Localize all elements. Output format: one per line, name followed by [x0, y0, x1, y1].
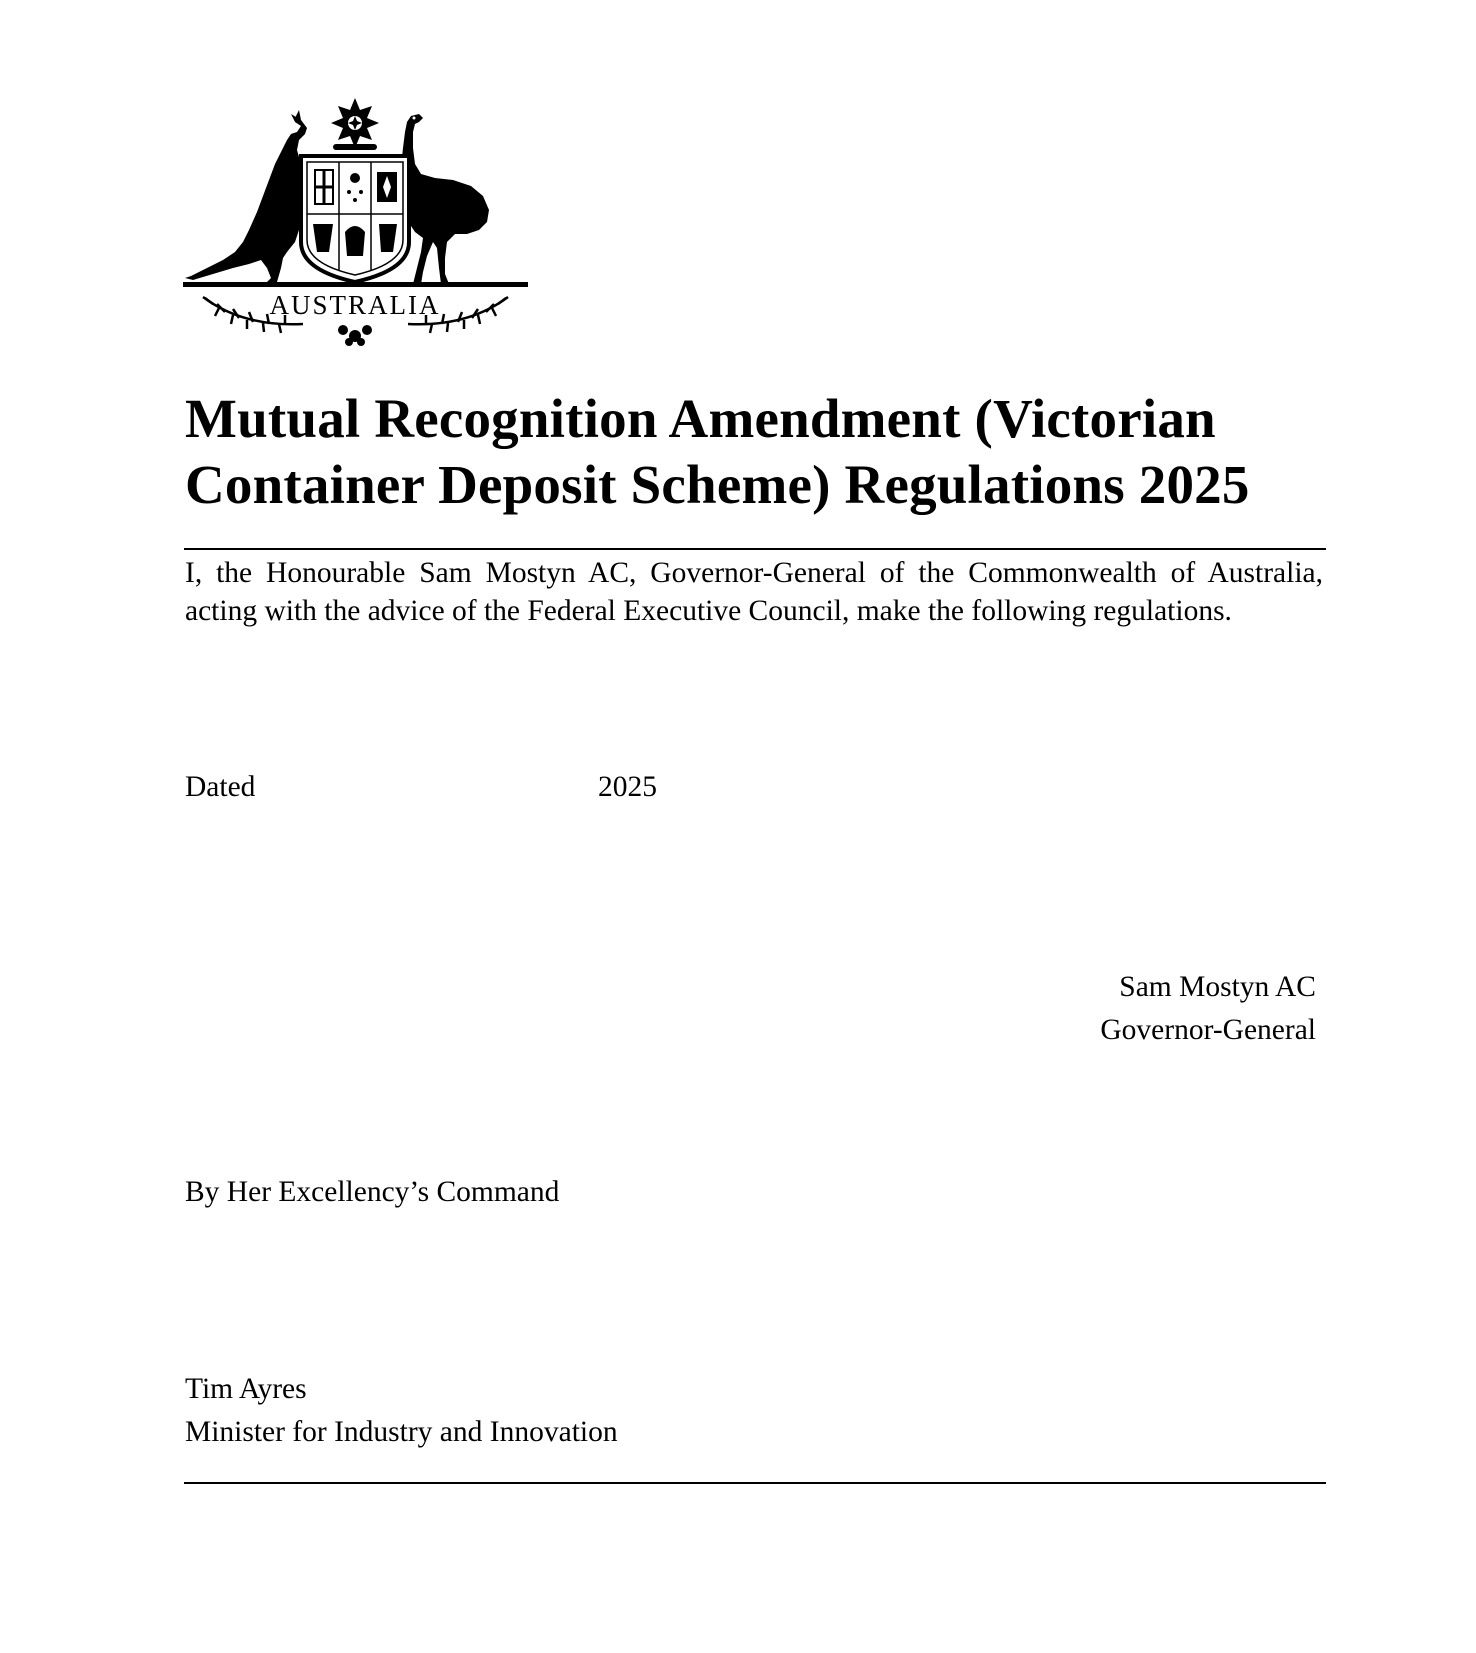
- title-line-1: Mutual Recognition Amendment (Victorian: [185, 388, 1216, 449]
- coat-of-arms-svg: [183, 92, 528, 352]
- crest-base-bar: [183, 282, 528, 287]
- minister-signature-block: [185, 1368, 618, 1454]
- dated-label: Dated: [185, 771, 256, 803]
- enacting-words: I, the Honourable Sam Mostyn AC, Governor-General of the Commonwealth of Australia, acting with the advice of the Federal Executive Council, make the following regulations.: [185, 557, 1323, 627]
- minister-title: Minister for Industry and Innovation: [185, 1416, 618, 1448]
- title-line-2: Container Deposit Scheme) Regulations 2025: [185, 454, 1250, 515]
- minister-name: Tim Ayres: [185, 1373, 307, 1405]
- governor-general-name: Sam Mostyn AC: [1119, 971, 1316, 1003]
- emu-figure-icon: [399, 114, 489, 284]
- coat-of-arms-image: [183, 92, 528, 352]
- bottom-divider: [184, 1482, 1326, 1484]
- shield-icon: [301, 156, 409, 282]
- governor-general-signature-block: [1100, 966, 1316, 1052]
- commonwealth-star-icon: [331, 98, 379, 150]
- dated-year: 2025: [598, 771, 657, 803]
- top-divider: [184, 548, 1326, 550]
- governor-general-title: Governor-General: [1100, 1014, 1316, 1046]
- wattle-flowers-icon: [338, 325, 372, 346]
- crest-motto-text: AUSTRALIA: [269, 290, 441, 320]
- regulation-title: [185, 386, 1335, 518]
- command-text: By Her Excellency’s Command: [185, 1176, 560, 1208]
